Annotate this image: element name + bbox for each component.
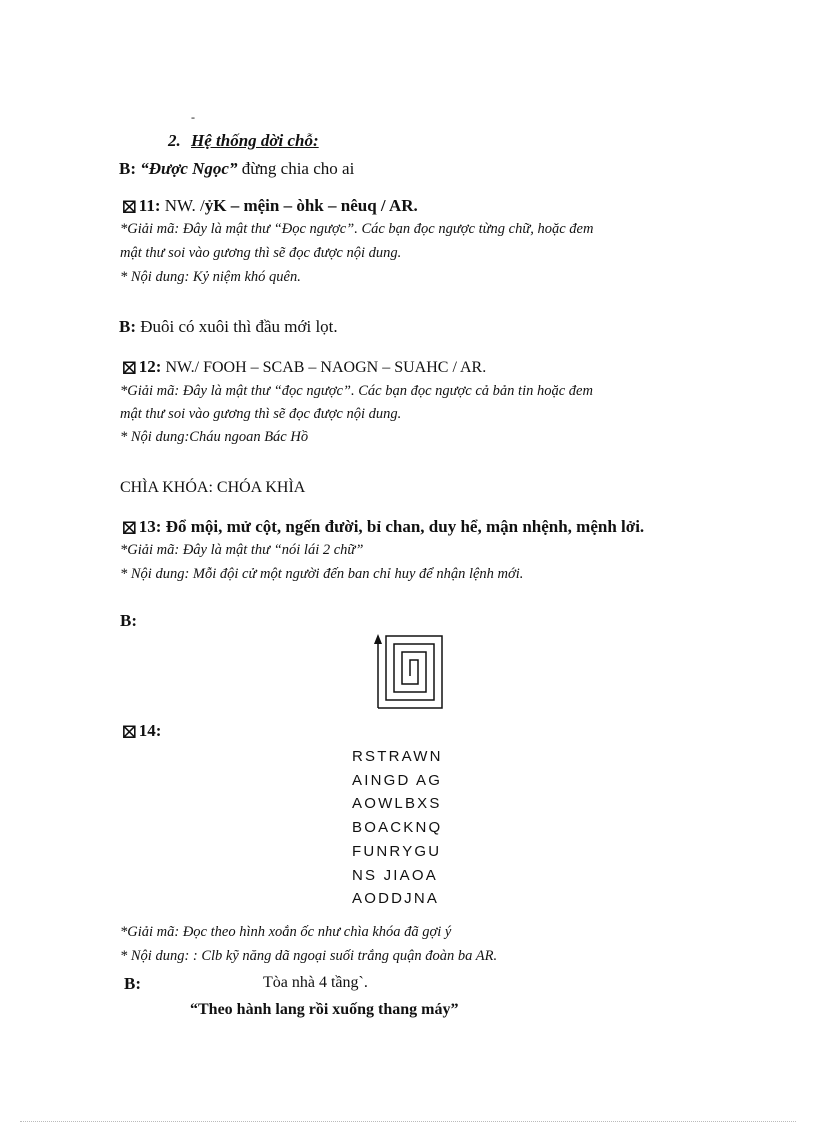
solution-line: *Giải mã: Đây là mật thư “đọc ngược”. Các bạn đọc ngược cả bản tin hoặc đem <box>120 383 593 399</box>
hint-label-3: B: <box>120 611 137 630</box>
puzzle-12-line <box>121 355 486 380</box>
content-line: * Nội dung:Cháu ngoan Bác Hồ <box>120 429 309 445</box>
puzzle-11-line <box>121 194 418 219</box>
letter-grid-row: NS JIAOA <box>352 867 438 884</box>
hint-label: B: <box>119 159 136 178</box>
puzzle-number: 13: <box>138 517 162 536</box>
hint-text-4: Tòa nhà 4 tầng`. <box>263 974 368 991</box>
content-line: * Nội dung: Mỗi đội cử một người đến ban chỉ huy để nhận lệnh mới. <box>120 566 524 582</box>
solution-line: mật thư soi vào gương thì sẽ đọc được nội dung. <box>120 406 402 422</box>
hint-text: Đuôi có xuôi thì đầu mới lọt. <box>136 317 338 336</box>
letter-grid-row: RSTRAWN <box>352 748 443 765</box>
checkbox-icon: ⊠ <box>121 517 138 539</box>
content-line: * Nội dung: Kỷ niệm khó quên. <box>120 269 301 285</box>
arrow-head-icon <box>374 634 382 644</box>
key-line <box>120 479 305 497</box>
puzzle-13-line <box>121 515 644 540</box>
hint-quote-4: “Theo hành lang rồi xuống thang máy” <box>190 1001 459 1018</box>
puzzle-number: 14: <box>138 721 162 740</box>
checkbox-icon: ⊠ <box>121 196 138 218</box>
section-heading <box>168 131 319 151</box>
letter-grid-row: BOACKNQ <box>352 819 443 836</box>
page-bottom-divider <box>20 1121 796 1122</box>
letter-grid-row: FUNRYGU <box>352 843 442 860</box>
spiral-path <box>378 636 442 708</box>
puzzle-14-line <box>121 719 161 744</box>
puzzle-code-b: ỷK – mệin – òhk – nêuq / AR. <box>204 196 418 215</box>
solution-line: mật thư soi vào gương thì sẽ đọc được nội dung. <box>120 245 402 261</box>
checkbox-icon: ⊠ <box>121 721 138 743</box>
stray-dash: - <box>191 110 195 124</box>
solution-line: *Giải mã: Đây là mật thư “nói lái 2 chữ” <box>120 542 364 558</box>
puzzle-code-a: NW. / <box>160 196 205 215</box>
content-line: * Nội dung: : Clb kỹ năng dã ngoại suối trắng quận đoàn ba AR. <box>120 948 498 964</box>
hint-quote: “Được Ngọc” <box>140 159 238 178</box>
solution-line: *Giải mã: Đây là mật thư “Đọc ngược”. Các bạn đọc ngược từng chữ, hoặc đem <box>120 221 594 237</box>
puzzle-text: Đổ mội, mử cột, ngến đười, bỉ chan, duy hể, mận nhệnh, mệnh lởi. <box>161 517 645 536</box>
key-label: CHÌA KHÓA: <box>120 479 213 496</box>
letter-grid-row: AOWLBXS <box>352 795 442 812</box>
spiral-diagram <box>368 630 448 712</box>
solution-line: *Giải mã: Đọc theo hình xoắn ốc như chìa khóa đã gợi ý <box>120 924 452 940</box>
puzzle-code: NW./ FOOH – SCAB – NAOGN – SUAHC / AR. <box>161 359 487 376</box>
puzzle-number: 12: <box>138 357 162 376</box>
section-number: 2. <box>168 131 181 150</box>
checkbox-icon: ⊠ <box>121 357 138 379</box>
hint-line-1 <box>119 159 354 179</box>
puzzle-number: 11: <box>138 196 161 215</box>
key-value: CHÓA KHÌA <box>212 479 306 496</box>
hint-text: đừng chia cho ai <box>237 159 355 178</box>
section-title: Hệ thống dời chỗ: <box>191 131 319 150</box>
letter-grid-row: AODDJNA <box>352 890 440 907</box>
hint-label-4: B: <box>124 974 141 993</box>
letter-grid-row: AINGD AG <box>352 772 443 789</box>
hint-line-2 <box>119 317 338 337</box>
hint-label: B: <box>119 317 136 336</box>
